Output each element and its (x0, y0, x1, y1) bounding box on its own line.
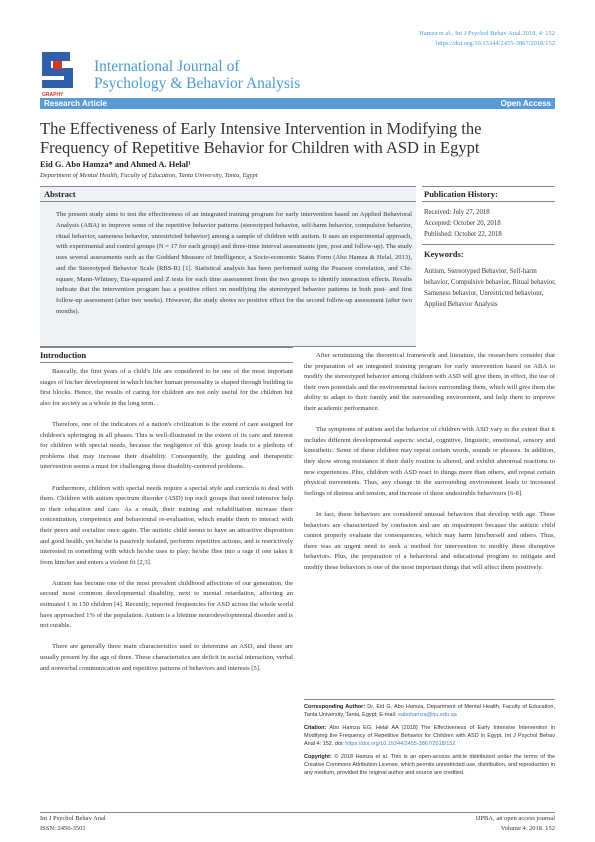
correspondence-rule (304, 699, 555, 700)
intro-paragraph: In fact, these behaviors are considered unusual behaviors that develop with age. These behaviors are characterized by confusion and are an impairment because the autistic child cannot properly evaluate the consequences, which may harm him/herself and others. Thus, there was an urgent need to seek a method for intervention to modify these disruptive behaviors. Plus, the preparation of a behavioral and educational program to mitigate and modify these behaviors is one of the most important things that will affect them positively. (304, 510, 555, 571)
journal-name-line1: International Journal of (94, 58, 240, 75)
intro-paragraph: Autism has become one of the most prevalent childhood affections of our generation, the second most common developmental disability, next to mental retardation, affecting an estimated 1 in 150 children [4]. Recently, reported frequencies for ASD across the whole world have approached 1% of the population. Autism is a lifetime neurodevelopmental disorder and is not curable. (40, 579, 293, 630)
intro-left-column (40, 367, 293, 685)
article-type-label: Research Article (44, 99, 107, 108)
copyright-label: Copyright: (304, 754, 332, 760)
footer-journal: Int J Psychol Behav Anal (40, 815, 106, 822)
accepted-date: Accepted: October 20, 2018 (424, 220, 501, 227)
citation-line: Hamza et al., Int J Psychol Behav Anal 2018, 4: 152 (419, 30, 555, 37)
journal-name (94, 58, 300, 92)
journal-logo (40, 50, 85, 98)
sidebar-heading-rule (422, 201, 555, 202)
keywords-text: Autism, Stereotyped Behavior, Self-harm behavior, Compulsive behavior, Ritual behavior, Sameness behavior, Unrestricted behaviour, Applied Behavior Analysis (424, 268, 556, 308)
sidebar-top-rule (422, 186, 555, 187)
citation (304, 724, 555, 748)
keywords-heading: Keywords: (424, 249, 464, 259)
logo-text: GRAPHY (42, 92, 64, 98)
abstract-heading: Abstract (44, 189, 76, 199)
intro-heading-rule (40, 362, 293, 363)
corresponding-author-label: Corresponding Author: (304, 704, 366, 710)
publication-dates (424, 207, 554, 240)
intro-paragraph: Basically, the first years of a child's life are considered to be one of the most important stages of his/her development in which his/her human personality is shaped through building its first blocks. Hence, the results of caring for children are not only useful for the children but also for society as a whole in the long term. (40, 368, 293, 407)
copyright-text: © 2018 Hamza et al. This is an open-access article distributed under the terms of the Creative Commons Attribution License, which permits unrestricted use, distribution, and reproduction in any medium, provided the original author and source are credited. (304, 754, 556, 776)
header-citation (419, 29, 555, 49)
footer-issn: ISSN: 2456-3501 (40, 825, 86, 832)
copyright (304, 753, 555, 777)
footer-left (40, 814, 106, 834)
publication-history-heading: Publication History: (424, 189, 498, 199)
citation-text: Abo Hamza EG, Helal AA (2018) The Effectiveness of Early Intensive Intervention in Modifying the Frequency of Repetitive Behavior for Children with ASD in Egypt. Int J Psychol Behav Anal 4: 152. doi: (304, 725, 555, 747)
journal-name-line2: Psychology & Behavior Analysis (94, 75, 301, 92)
introduction-heading: Introduction (40, 350, 87, 360)
keywords-top-rule (422, 244, 555, 245)
intro-right-column (304, 351, 555, 584)
article-type-band (40, 98, 555, 109)
logo-graphic (40, 50, 85, 98)
open-access-label: Open Access (500, 99, 551, 108)
intro-paragraph: After scrutinizing the theoretical framework and literature, the researchers consider that the preparation of an integrated training program for early intervention based on ABA to modify the stereotyped behavior among children with ASD will give them, in effect, the use of their own potentials and the environmental factors surrounding them, which will give them the ability to adapt to their family and the surrounding environment, and help them to improve their academic performance. (304, 352, 555, 412)
corresponding-author-text: Dr. Eid G. Abo Hamza, Department of Mental Health, Faculty of Education, Tanta University, Tanta, Egypt; E-mail: (304, 704, 555, 718)
abstract-top-rule (40, 186, 416, 187)
footer-volume: Volume 4. 2018. 152 (500, 825, 555, 832)
affiliation: Department of Mental Health, Faculty of Education, Tanta University, Tanta, Egypt (40, 172, 258, 179)
corresponding-author (304, 703, 555, 719)
footer-rule (40, 812, 555, 813)
abstract-text: The present study aims to test the effectiveness of an integrated training program for early intervention based on Applied Behavioral Analysis (ABA) to improve some of the repetitive behavior patterns (stereotyped behavior, self-harm behavior, compulsive behavior, ritual behavior, sameness behavior, unrestricted behavior) among a sample of children with autism. It uses an experimental approach, with experimental and control groups (N = 17 for each group) and three-time interval assessments (pre, post and follow-up). The study uses several assessments such as the Goddard Measure of Intelligence, a Socio-economic Status Form (Abo Hamza & Helal, 2013), and the Stereotyped Behavior Scale (RBS-R) [1]. Statistical analysis has been performed using the Pearson correlation, and Chi-square, Mann-Whitney, Eta-squared and Z tests for each time assessment from the two groups to identify interaction effects. Results indicate that the intervention program has a positive effect on modifying the stereotyped behavior patterns in both post- and first follow-up assessment (after two weeks). However, the study shows no positive effect for the second follow-up assessment (after two months). (56, 211, 412, 315)
email-link[interactable]: eabohamza@qu.edu.qa (397, 712, 457, 718)
abstract-heading-rule (40, 201, 416, 202)
citation-label: Citation: (304, 725, 327, 731)
footer-journal-type: IJPBA, an open access journal (475, 815, 555, 822)
intro-paragraph: There are generally three main characteristics used to determine an ASD, and these are usually present by the age of three. These characteristics are deficit in social interaction, verbal and nonverbal communication and repetitive patterns of behaviors and interests [5]. (40, 643, 293, 672)
citation-doi-link[interactable]: https://doi.org/10.15344/2455-3867/2018/152 (345, 741, 456, 747)
intro-paragraph: The symptoms of autism and the behavior of children with ASD vary to the extent that it includes different developmental aspects: social, cognitive, linguistic, emotional, sensory and kinesthetic. Some of these children may repeat certain words, sounds or phrases. In addition, they show strong resistance if their daily routine is altered, and exhibit abnormal reactions to new experiences. Plus, children with ASD react to things more than others, and repeat certain physical movements. Thus, any change in the surrounding environment leads to increased feelings of distress and tension, and increase of these undesirable behaviours [6-8]. (304, 426, 555, 497)
authors: Eid G. Abo Hamza* and Ahmed A. Helal¹ (40, 159, 191, 169)
intro-top-rule (40, 347, 293, 348)
doi-link[interactable]: https://doi.org/10.15344/2455-3867/2018/152 (435, 40, 555, 47)
intro-paragraph: Furthermore, children with special needs require a special style and curricula to deal with them. Children with autism spectrum disorder (ASD) top such groups that need intensive help in their education and care. As a result, their training and rehabilitation increase their concentration, competence and behavioural re-evaluation, which enable them to interact with their peers and socialize once again. The autistic child seems to have an attractive disposition and good health, yet he/she is passively isolated, performs repetitive actions, and is restrictively interested in something with which he/she uses to play; he/she flies into a rage if one takes it from him/her and enters a violent fit [2,3]. (40, 484, 293, 566)
article-title: The Effectiveness of Early Intensive Intervention in Modifying the Frequency of Repetitive Behavior for Children with ASD in Egypt (40, 119, 482, 157)
intro-paragraph: Therefore, one of the indicators of a nation's civilization is the extent of care assigned for children's upbringing in all phases. This is well-illustrated in the extent of its care and interest for children with special needs, because the negligence of this group leads to a plethora of problems that may increase their disability. Consequently, the guiding and therapeutic intervention seems a must for challenging these disability-centered problems. (40, 420, 293, 471)
received-date: Received: July 27, 2018 (424, 209, 490, 216)
footer-right (476, 814, 555, 834)
published-date: Published: October 22, 2018 (424, 231, 502, 238)
correspondence-box (304, 703, 555, 782)
